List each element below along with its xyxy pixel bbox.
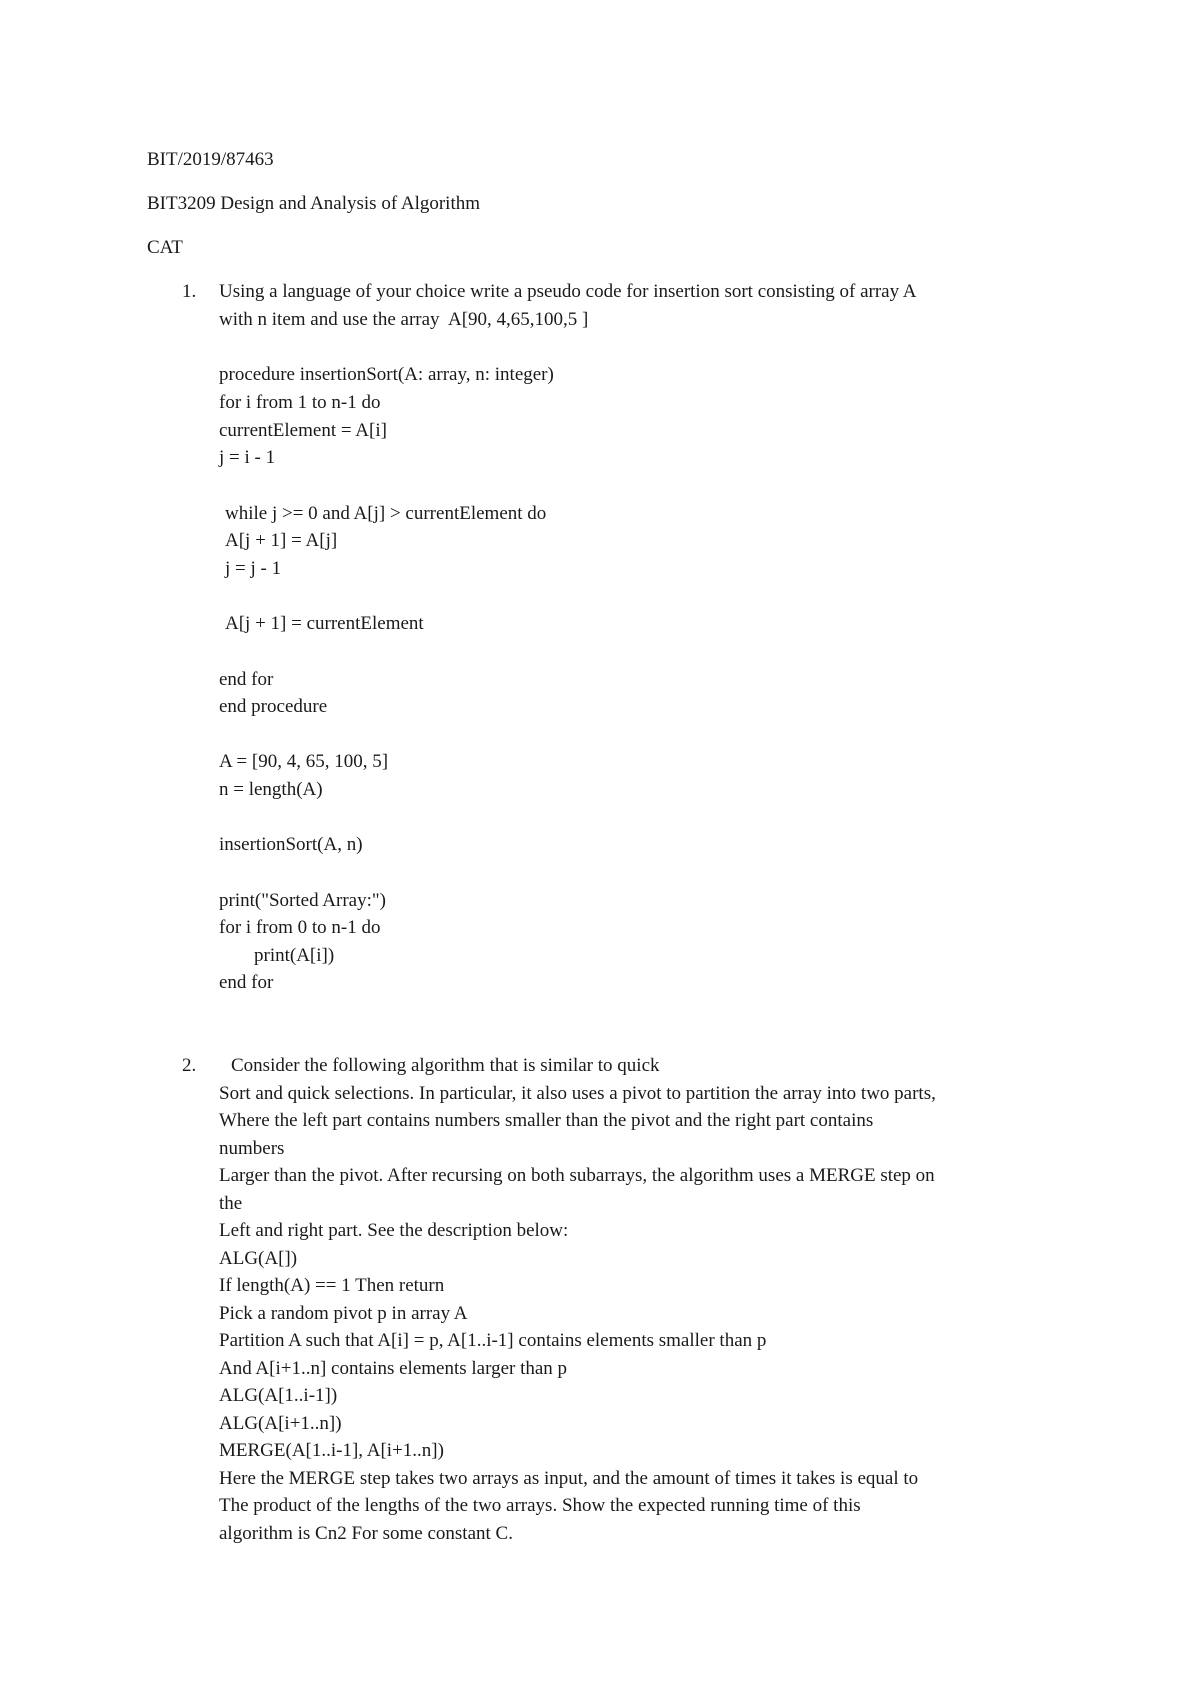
question-2-line: Here the MERGE step takes two arrays as input, and the amount of times it takes is equal to [219,1468,919,1489]
code-line: end for [219,669,274,690]
code-line: print("Sorted Array:") [219,890,386,911]
question-2-line: If length(A) == 1 Then return [219,1275,445,1296]
code-line: A[j + 1] = A[j] [225,530,338,551]
course-title: BIT3209 Design and Analysis of Algorithm [147,193,481,214]
question-2-line: numbers [219,1138,285,1159]
question-2-line: MERGE(A[1..i-1], A[i+1..n]) [219,1440,444,1461]
question-2-line: Consider the following algorithm that is similar to quick [231,1055,660,1076]
code-line: j = j - 1 [225,558,282,579]
code-line: procedure insertionSort(A: array, n: integer) [219,364,554,385]
code-line: A[j + 1] = currentElement [225,613,424,634]
assessment-label: CAT [147,237,183,258]
question-2-line: Left and right part. See the description below: [219,1220,569,1241]
code-line: print(A[i]) [254,945,335,966]
question-2-line: Pick a random pivot p in array A [219,1303,468,1324]
code-line: insertionSort(A, n) [219,834,363,855]
question-2-line: Partition A such that A[i] = p, A[1..i-1] contains elements smaller than p [219,1330,767,1351]
question-2-line: algorithm is Cn2 For some constant C. [219,1523,513,1544]
question-2-line: the [219,1193,243,1214]
question-2-line: ALG(A[]) [219,1248,298,1269]
code-line: while j >= 0 and A[j] > currentElement do [225,503,547,524]
code-line: for i from 0 to n-1 do [219,917,381,938]
question-2-line: Larger than the pivot. After recursing on both subarrays, the algorithm uses a MERGE step on [219,1165,935,1186]
code-line: A = [90, 4, 65, 100, 5] [219,751,389,772]
question-1-prompt-cont: with n item and use the array A[90, 4,65,100,5 ] [219,309,589,330]
code-line: end procedure [219,696,328,717]
code-line: currentElement = A[i] [219,420,387,441]
question-2-line: Where the left part contains numbers smaller than the pivot and the right part contains [219,1110,874,1131]
question-1-number: 1. [182,281,197,302]
question-2-line: And A[i+1..n] contains elements larger than p [219,1358,568,1379]
code-line: j = i - 1 [219,447,276,468]
student-id: BIT/2019/87463 [147,149,274,170]
code-line: end for [219,972,274,993]
question-2-number: 2. [182,1055,197,1076]
code-line: n = length(A) [219,779,323,800]
question-2-line: Sort and quick selections. In particular, it also uses a pivot to partition the array into two parts, [219,1083,936,1104]
question-1-prompt: Using a language of your choice write a pseudo code for insertion sort consisting of array A [219,281,917,302]
question-2-line: ALG(A[1..i-1]) [219,1385,338,1406]
question-2-line: The product of the lengths of the two arrays. Show the expected running time of this [219,1495,861,1516]
question-2-line: ALG(A[i+1..n]) [219,1413,342,1434]
code-line: for i from 1 to n-1 do [219,392,381,413]
